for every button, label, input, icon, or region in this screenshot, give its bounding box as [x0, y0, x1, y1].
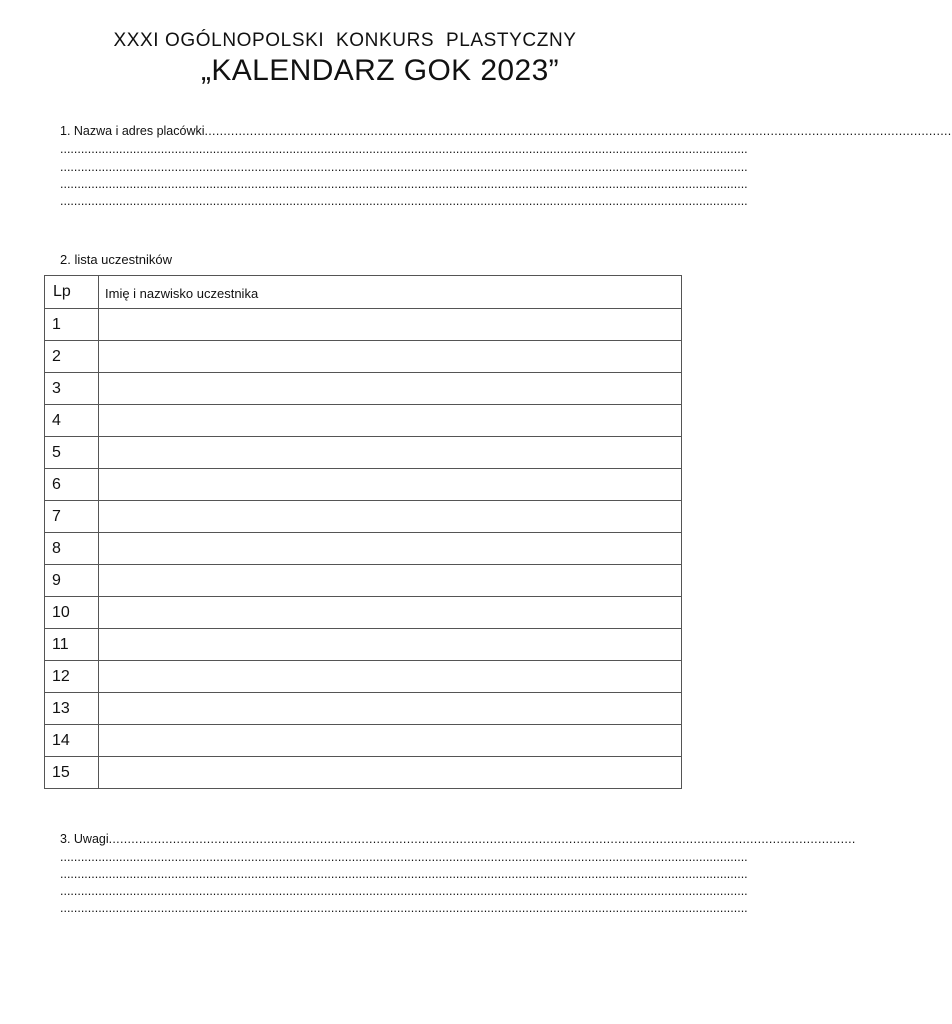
- dotted-line: ......................................................................................................................................................................................................: [204, 124, 952, 138]
- row-number: 2: [45, 341, 99, 373]
- participants-table: [44, 275, 682, 789]
- table-row: [45, 597, 682, 629]
- row-number: 7: [45, 501, 99, 533]
- participant-name-cell[interactable]: [99, 373, 682, 405]
- remarks-line[interactable]: ......................................................................................................................................................................................................: [60, 850, 748, 864]
- participant-name-cell[interactable]: [99, 405, 682, 437]
- row-number: 10: [45, 597, 99, 629]
- table-row: [45, 341, 682, 373]
- remarks-line[interactable]: ......................................................................................................................................................................................................: [60, 884, 748, 898]
- row-number: 13: [45, 693, 99, 725]
- remarks-field[interactable]: [60, 832, 856, 846]
- row-number: 3: [45, 373, 99, 405]
- calendar-title: „KALENDARZ GOK 2023”: [200, 54, 560, 87]
- row-number: 11: [45, 629, 99, 661]
- remarks-line[interactable]: ......................................................................................................................................................................................................: [60, 901, 748, 915]
- participant-name-cell[interactable]: [99, 437, 682, 469]
- column-header-name: Imię i nazwisko uczestnika: [99, 276, 682, 309]
- table-row: [45, 757, 682, 789]
- row-number: 6: [45, 469, 99, 501]
- participant-name-cell[interactable]: [99, 565, 682, 597]
- row-number: 4: [45, 405, 99, 437]
- table-row: [45, 725, 682, 757]
- table-header-row: [45, 276, 682, 309]
- dotted-line: ......................................................................................................................................................................................................: [108, 832, 856, 846]
- row-number: 8: [45, 533, 99, 565]
- table-row: [45, 405, 682, 437]
- table-row: [45, 693, 682, 725]
- institution-address-line[interactable]: ......................................................................................................................................................................................................: [60, 142, 748, 156]
- table-row: [45, 437, 682, 469]
- contest-title: XXXI OGÓLNOPOLSKI KONKURS PLASTYCZNY: [113, 30, 577, 51]
- institution-address-line[interactable]: ......................................................................................................................................................................................................: [60, 177, 748, 191]
- row-number: 12: [45, 661, 99, 693]
- institution-name-field[interactable]: [60, 124, 952, 138]
- row-number: 9: [45, 565, 99, 597]
- participant-name-cell[interactable]: [99, 757, 682, 789]
- table-row: [45, 661, 682, 693]
- participant-name-cell[interactable]: [99, 501, 682, 533]
- participant-name-cell[interactable]: [99, 725, 682, 757]
- table-row: [45, 469, 682, 501]
- participants-list-label: 2. lista uczestników: [60, 252, 172, 267]
- institution-address-line[interactable]: ......................................................................................................................................................................................................: [60, 160, 748, 174]
- row-number: 14: [45, 725, 99, 757]
- column-header-lp: Lp: [45, 276, 99, 309]
- participant-name-cell[interactable]: [99, 533, 682, 565]
- institution-label: 1. Nazwa i adres placówki: [60, 124, 205, 138]
- table-row: [45, 565, 682, 597]
- table-row: [45, 373, 682, 405]
- participant-name-cell[interactable]: [99, 693, 682, 725]
- participant-name-cell[interactable]: [99, 661, 682, 693]
- participant-name-cell[interactable]: [99, 341, 682, 373]
- row-number: 1: [45, 309, 99, 341]
- participant-name-cell[interactable]: [99, 629, 682, 661]
- participant-name-cell[interactable]: [99, 309, 682, 341]
- participant-name-cell[interactable]: [99, 597, 682, 629]
- remarks-label: 3. Uwagi: [60, 832, 109, 846]
- institution-address-line[interactable]: ......................................................................................................................................................................................................: [60, 194, 748, 208]
- table-row: [45, 533, 682, 565]
- table-row: [45, 629, 682, 661]
- remarks-line[interactable]: ......................................................................................................................................................................................................: [60, 867, 748, 881]
- table-row: [45, 309, 682, 341]
- participant-name-cell[interactable]: [99, 469, 682, 501]
- table-row: [45, 501, 682, 533]
- row-number: 15: [45, 757, 99, 789]
- row-number: 5: [45, 437, 99, 469]
